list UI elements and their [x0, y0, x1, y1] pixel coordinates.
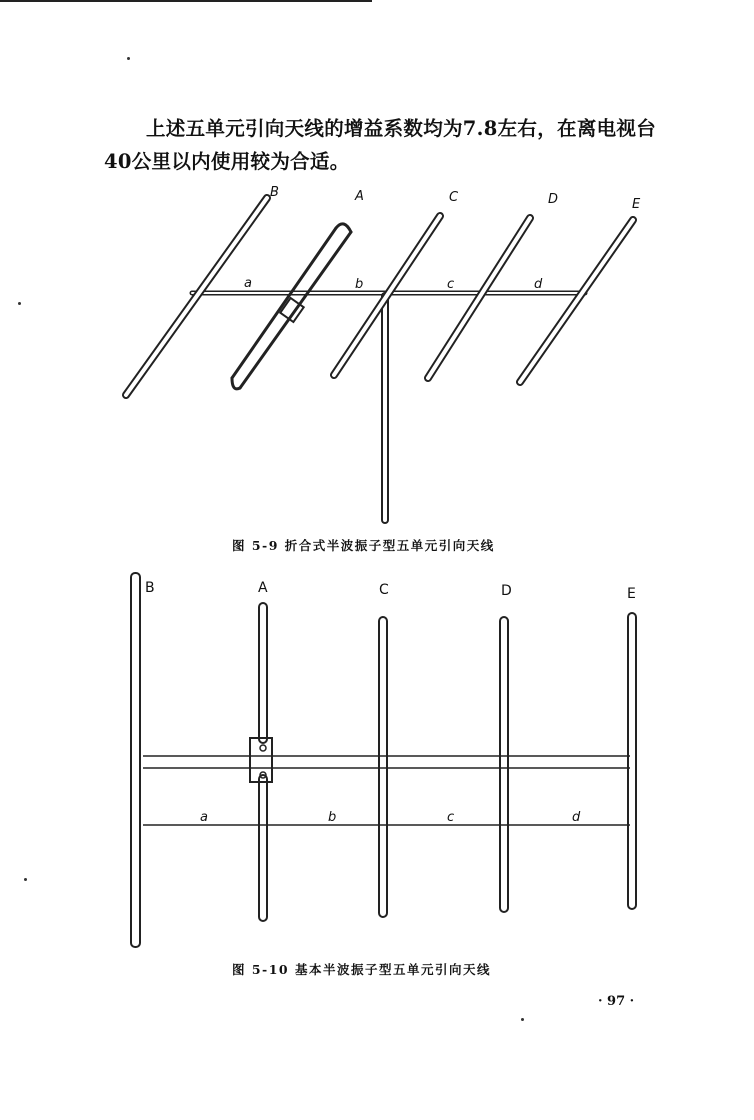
figure-5-9-caption: 图 5-9 折合式半波振子型五单元引向天线 — [232, 538, 495, 553]
figure-5-10-diagram — [0, 565, 754, 955]
fig1-spacing-b: b — [355, 277, 364, 292]
fig1-spacing-a: a — [244, 276, 252, 291]
fig1-label-a: A — [355, 189, 364, 204]
paragraph-line-1: 上述五单元引向天线的增益系数均为7.8左右，在离电视台 — [146, 117, 657, 140]
body-paragraph — [104, 112, 704, 178]
speck — [127, 57, 130, 60]
fig2-label-a: A — [258, 580, 268, 596]
figure-5-10-caption: 图 5-10 基本半波振子型五单元引向天线 — [232, 962, 491, 977]
figure-5-9-diagram — [0, 180, 754, 525]
fig1-label-b: B — [270, 185, 279, 200]
page-number: · 97 · — [598, 994, 635, 1009]
fig2-spacing-d: d — [572, 810, 581, 825]
speck — [521, 1018, 524, 1021]
fig2-label-d: D — [501, 583, 512, 599]
fig1-label-d: D — [548, 192, 559, 207]
fig2-label-b: B — [145, 580, 155, 596]
speck — [24, 878, 27, 881]
fig1-spacing-c: c — [447, 277, 455, 292]
fig1-label-e: E — [632, 197, 641, 212]
fig2-label-c: C — [379, 582, 389, 598]
fig2-spacing-b: b — [328, 810, 337, 825]
speck — [18, 302, 21, 305]
fig1-label-c: C — [449, 190, 459, 205]
fig2-label-e: E — [627, 586, 636, 602]
top-rule — [0, 0, 372, 2]
paragraph-line-2: 40公里以内使用较为合适。 — [104, 150, 350, 173]
fig2-spacing-a: a — [200, 810, 208, 825]
fig1-spacing-d: d — [534, 277, 543, 292]
fig2-spacing-c: c — [447, 810, 455, 825]
